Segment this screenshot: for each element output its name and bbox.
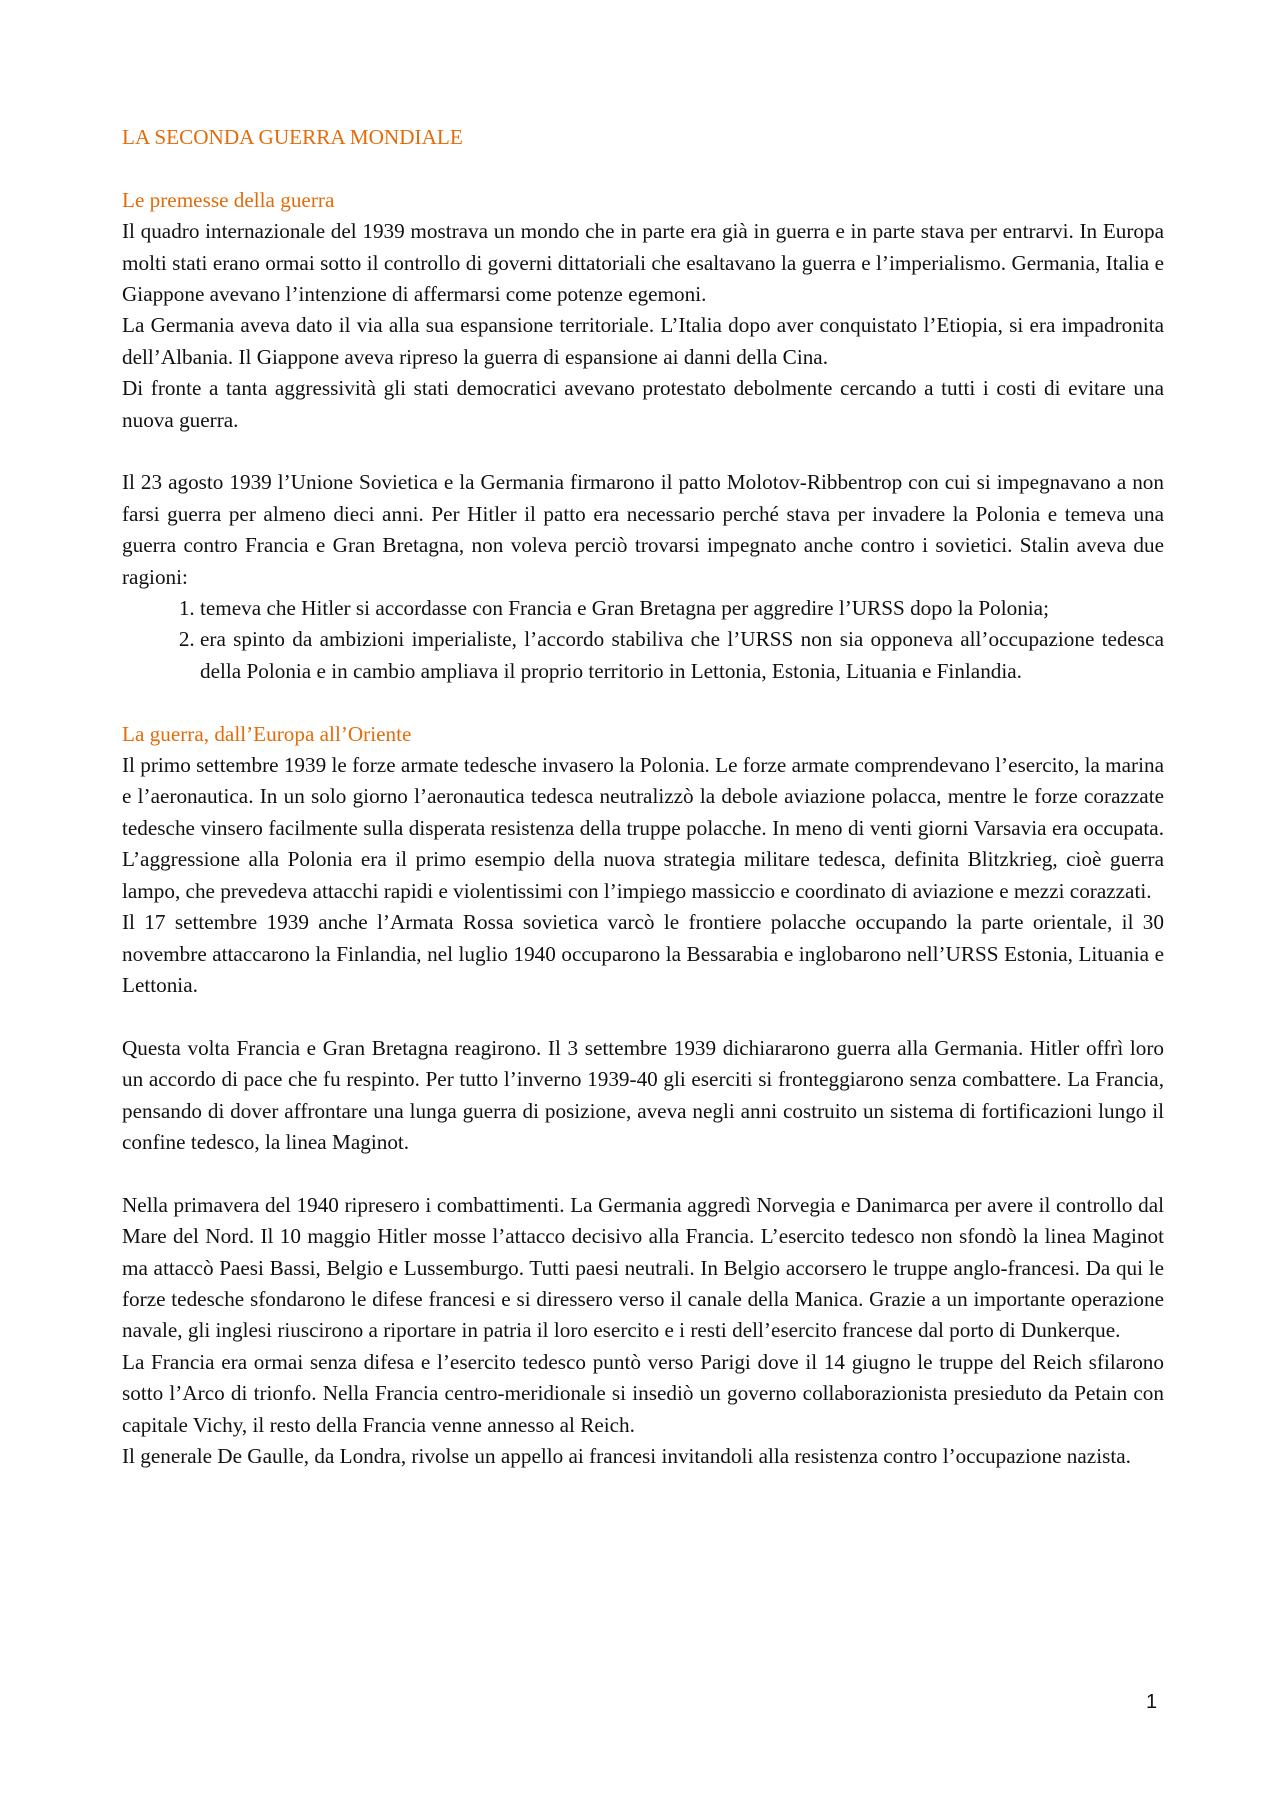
list-item: 2. era spinto da ambizioni imperialiste, l’accordo stabiliva che l’URSS non sia opponeva all’occupazione tedesca della Polonia e in cambio ampliava il proprio territorio in Lettonia, Estonia, Lituania e Finlandia. <box>200 624 1164 687</box>
spacer <box>122 436 1164 467</box>
paragraph: Il 23 agosto 1939 l’Unione Sovietica e la Germania firmarono il patto Molotov-Ribbentrop con cui si impegnavano a non farsi guerra per almeno dieci anni. Per Hitler il patto era necessario perché stava per invadere la Polonia e temeva una guerra contro Francia e Gran Bretagna, non voleva perciò trovarsi impegnato anche contro i sovietici. Stalin aveva due ragioni: <box>122 470 1164 589</box>
spacer <box>122 687 1164 718</box>
paragraph: Il quadro internazionale del 1939 mostrava un mondo che in parte era già in guerra e in parte stava per entrarvi. In Europa molti stati erano ormai sotto il controllo di governi dittatoriali che esaltavano la guerra e l’imperialismo. Germania, Italia e Giappone avevano l’intenzione di affermarsi come potenze egemoni. <box>122 219 1164 307</box>
document-title: LA SECONDA GUERRA MONDIALE <box>122 125 463 149</box>
paragraph: Il 17 settembre 1939 anche l’Armata Rossa sovietica varcò le frontiere polacche occupando la parte orientale, il 30 novembre attaccarono la Finlandia, nel luglio 1940 occuparono la Bessarabia e inglobarono nell’URSS Estonia, Lituania e Lettonia. <box>122 910 1164 997</box>
page-number: 1 <box>1146 1691 1158 1713</box>
paragraph: La Francia era ormai senza difesa e l’esercito tedesco puntò verso Parigi dove il 14 giugno le truppe del Reich sfilarono sotto l’Arco di trionfo. Nella Francia centro-meridionale si insediò un governo collaborazionista presieduto da Petain con capitale Vichy, il resto della Francia venne annesso al Reich. <box>122 1349 1164 1437</box>
spacer <box>122 153 1164 184</box>
spacer <box>122 1158 1164 1189</box>
paragraph: Il primo settembre 1939 le forze armate tedesche invasero la Polonia. Le forze armate comprendevano l’esercito, la marina e l’aeronautica. In un solo giorno l’aeronautica tedesca neutralizzò la debole aviazione polacca, mentre le forze corazzate tedesche vinsero facilmente sulla disperata resistenza della truppe polacche. In meno di venti giorni Varsavia era occupata. L’aggressione alla Polonia era il primo esempio della nuova strategia militare tedesca, definita Blitzkrieg, cioè guerra lampo, che prevedeva attacchi rapidi e violentissimi con l’impiego massiccio e coordinato di aviazione e mezzi corazzati. <box>122 753 1164 903</box>
paragraph: Il generale De Gaulle, da Londra, rivolse un appello ai francesi invitandoli alla resistenza contro l’occupazione nazista. <box>122 1443 1131 1468</box>
paragraph: Questa volta Francia e Gran Bretagna reagirono. Il 3 settembre 1939 dichiararono guerra alla Germania. Hitler offrì loro un accordo di pace che fu respinto. Per tutto l’inverno 1939-40 gli eserciti si fronteggiarono senza combattere. La Francia, pensando di dover affrontare una lunga guerra di posizione, aveva negli anni costruito un sistema di fortificazioni lungo il confine tedesco, la linea Maginot. <box>122 1035 1164 1154</box>
spacer <box>122 1001 1164 1032</box>
paragraph: Nella primavera del 1940 ripresero i combattimenti. La Germania aggredì Norvegia e Danimarca per avere il controllo dal Mare del Nord. Il 10 maggio Hitler mosse l’attacco decisivo alla Francia. L’esercito tedesco non sfondò la linea Maginot ma attaccò Paesi Bassi, Belgio e Lussemburgo. Tutti paesi neutrali. In Belgio accorsero le truppe anglo-francesi. Da qui le forze tedesche sfondarono le difese francesi e si diressero verso il canale della Manica. Grazie a un importante operazione navale, gli inglesi riuscirono a riportare in patria il loro esercito e i resti dell’esercito francese dal porto di Dunkerque. <box>122 1192 1164 1343</box>
numbered-list <box>122 593 1164 687</box>
list-item: 1. temeva che Hitler si accordasse con Francia e Gran Bretagna per aggredire l’URSS dopo la Polonia; <box>200 593 1164 624</box>
document-page <box>122 122 1164 1472</box>
section-heading-premesse: Le premesse della guerra <box>122 187 335 212</box>
paragraph: La Germania aveva dato il via alla sua espansione territoriale. L’Italia dopo aver conquistato l’Etiopia, si era impadronita dell’Albania. Il Giappone aveva ripreso la guerra di espansione ai danni della Cina. <box>122 313 1164 369</box>
section-heading-guerra: La guerra, dall’Europa all’Oriente <box>122 721 412 746</box>
paragraph: Di fronte a tanta aggressività gli stati democratici avevano protestato debolmente cercando a tutti i costi di evitare una nuova guerra. <box>122 376 1164 432</box>
